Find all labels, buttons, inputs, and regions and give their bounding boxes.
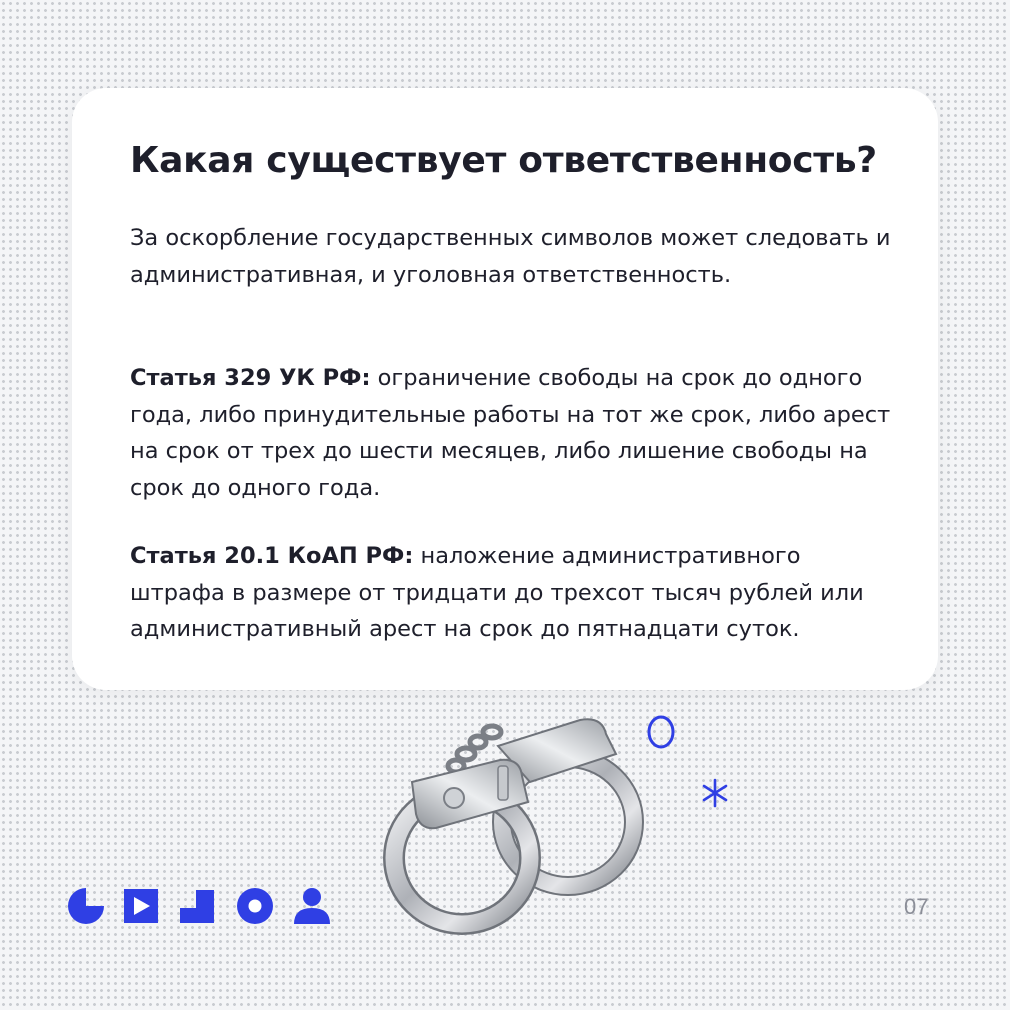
article-329-paragraph: [130, 360, 900, 506]
user-icon: [294, 888, 330, 924]
pie-icon: [68, 888, 104, 924]
content-card: [72, 88, 938, 690]
article-20-1-label: Статья 20.1 КоАП РФ:: [130, 543, 414, 569]
article-329-label: Статья 329 УК РФ:: [130, 365, 371, 391]
page-title: Какая существует ответственность?: [130, 140, 877, 181]
asterisk-icon: [698, 776, 732, 810]
ring-icon: [237, 888, 273, 924]
article-20-1-text: наложение административного штрафа в размере от тридцати до трехсот тысяч рублей или административный арест на срок до пятнадцати суток.: [130, 543, 864, 642]
intro-paragraph: За оскорбление государственных символов может следовать и административная, и уголовная ответственность.: [130, 225, 891, 288]
handcuffs-illustration: [380, 706, 660, 942]
play-icon: [124, 889, 158, 923]
page-number: 07: [904, 894, 929, 919]
brand-logo: [66, 886, 332, 926]
ring-outline-icon: [646, 714, 676, 750]
stairs-icon: [180, 890, 214, 923]
article-20-1-paragraph: [130, 538, 900, 648]
article-329-text: ограничение свободы на срок до одного года, либо принудительные работы на тот же срок, либо арест на срок от трех до шести месяцев, либо лишение свободы на срок до одного года.: [130, 365, 891, 501]
